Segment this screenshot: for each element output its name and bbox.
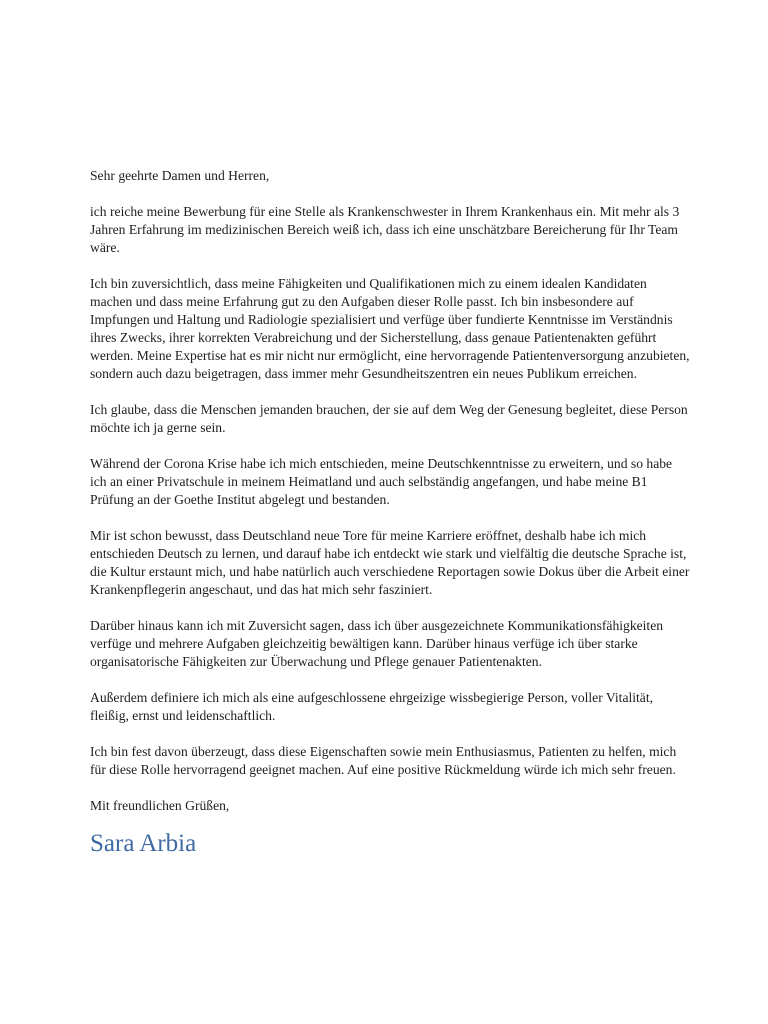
paragraph-qualifications: Ich bin zuversichtlich, dass meine Fähigkeiten und Qualifikationen mich zu einem idealen Kandidaten machen und dass meine Erfahrung gut zu den Aufgaben dieser Rolle passt. Ich bin insbesondere auf Impfungen und Haltung und Radiologie spezialisiert und verfüge über fundierte Kenntnisse im Verständnis ihres Zwecks, ihrer korrekten Verabreichung und der Sicherstellung, dass genaue Patientenakten geführt werden. Meine Expertise hat es mir nicht nur ermöglicht, eine hervorragende Patientenversorgung anzubieten, sondern auch dazu beigetragen, dass immer mehr Gesundheitszentren ein neues Publikum erreichen. xyxy=(90,276,690,381)
paragraph-personality: Außerdem definiere ich mich als eine aufgeschlossene ehrgeizige wissbegierige Person, voller Vitalität, fleißig, ernst und leidenschaftlich. xyxy=(90,690,654,723)
paragraph-skills: Darüber hinaus kann ich mit Zuversicht sagen, dass ich über ausgezeichnete Kommunikationsfähigkeiten verfüge und mehrere Aufgaben gleichzeitig bewältigen kann. Darüber hinaus verfüge ich über starke organisatorische Fähigkeiten zur Überwachung und Pflege genauer Patientenakten. xyxy=(90,618,664,669)
paragraph-intro: ich reiche meine Bewerbung für eine Stelle als Krankenschwester in Ihrem Krankenhaus ein. Mit mehr als 3 Jahren Erfahrung im medizinischen Bereich weiß ich, dass ich eine unschätzbare Bereicherung für Ihr Team wäre. xyxy=(90,204,680,255)
paragraph-language-learning: Während der Corona Krise habe ich mich entschieden, meine Deutschkenntnisse zu erweitern, und so habe ich an einer Privatschule in meinem Heimatland und auch selbständig angefangen, und habe meine B1 Prüfung an der Goethe Institut abgelegt und bestanden. xyxy=(90,456,673,507)
paragraph-motivation: Ich glaube, dass die Menschen jemanden brauchen, der sie auf dem Weg der Genesung begleitet, diese Person möchte ich ja gerne sein. xyxy=(90,402,688,435)
signature: Sara Arbia xyxy=(90,830,197,857)
paragraph-conclusion: Ich bin fest davon überzeugt, dass diese Eigenschaften sowie mein Enthusiasmus, Patienten zu helfen, mich für diese Rolle hervorragend geeignet machen. Auf eine positive Rückmeldung würde ich mich sehr freuen. xyxy=(90,744,677,777)
salutation: Sehr geehrte Damen und Herren, xyxy=(90,168,270,183)
cover-letter xyxy=(90,167,690,859)
paragraph-germany: Mir ist schon bewusst, dass Deutschland neue Tore für meine Karriere eröffnet, deshalb habe ich mich entschieden Deutsch zu lernen, und darauf habe ich entdeckt wie stark und vielfältig die deutsche Sprache ist, die Kultur erstaunt mich, und habe natürlich auch verschiedene Reportagen sowie Dokus über die Arbeit einer Krankenpflegerin angeschaut, und das hat mich sehr fasziniert. xyxy=(90,528,690,597)
closing: Mit freundlichen Grüßen, xyxy=(90,798,230,813)
